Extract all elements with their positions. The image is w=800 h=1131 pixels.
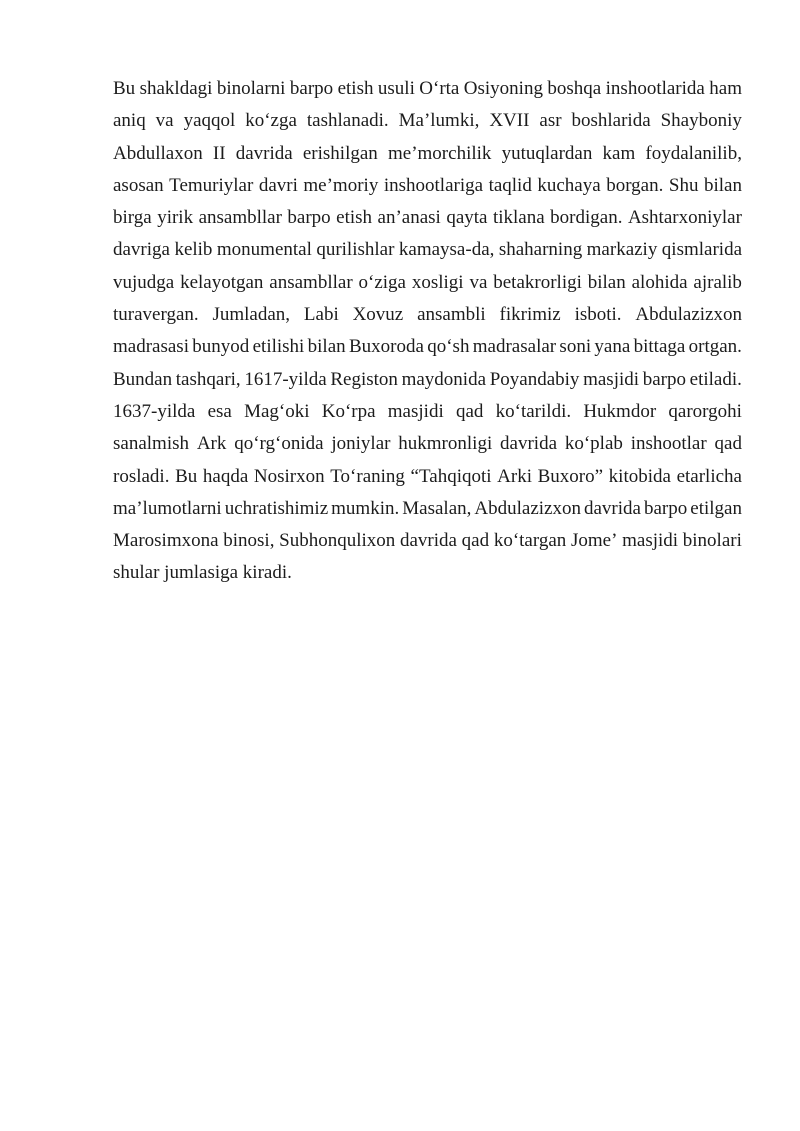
text-line: vujudga kelayotgan ansambllar oʻziga xosligi va betakrorligi bilan alohida ajralib <box>113 271 742 293</box>
text-line: Bundan tashqari, 1617-yilda Registon maydonida Poyandabiy masjidi barpo etiladi. <box>113 368 742 390</box>
text-line: sanalmish Ark qoʻrgʻonida joniylar hukmronligi davrida koʻplab inshootlar qad <box>113 433 742 455</box>
text-line: 1637-yilda esa Magʻoki Koʻrpa masjidi qad koʻtarildi. Hukmdor qarorgohi <box>113 400 742 422</box>
text-line: turavergan. Jumladan, Labi Xovuz ansambli fikrimiz isboti. Abdulazizxon <box>113 304 742 326</box>
text-line: Bu shakldagi binolarni barpo etish usuli Oʻrta Osiyoning boshqa inshootlarida ham <box>113 78 742 99</box>
body-paragraph <box>113 73 742 590</box>
text-line: birga yirik ansambllar barpo etish anʼanasi qayta tiklana bordigan. Ashtarxoniylar <box>113 207 742 229</box>
text-line: madrasasi bunyod etilishi bilan Buxoroda qoʻsh madrasalar soni yana bittaga ortgan. <box>113 336 742 358</box>
text-line: asosan Temuriylar davri meʼmoriy inshootlariga taqlid kuchaya borgan. Shu bilan <box>113 174 742 196</box>
text-line: shular jumlasiga kiradi. <box>113 562 292 584</box>
text-line: aniq va yaqqol koʻzga tashlanadi. Maʼlumki, XVII asr boshlarida Shayboniy <box>113 110 742 132</box>
text-line: Abdullaxon II davrida erishilgan meʼmorchilik yutuqlardan kam foydalanilib, <box>113 142 742 164</box>
text-line: davriga kelib monumental qurilishlar kamaysa-da, shaharning markaziy qismlarida <box>113 239 742 261</box>
text-line: Marosimxona binosi, Subhonqulixon davrida qad koʻtargan Jomeʼ masjidi binolari <box>113 530 742 552</box>
text-line: maʼlumotlarni uchratishimiz mumkin. Masalan, Abdulazizxon davrida barpo etilgan <box>113 497 742 519</box>
text-line: rosladi. Bu haqda Nosirxon Toʻraning “Tahqiqoti Arki Buxoro” kitobida etarlicha <box>113 465 742 487</box>
